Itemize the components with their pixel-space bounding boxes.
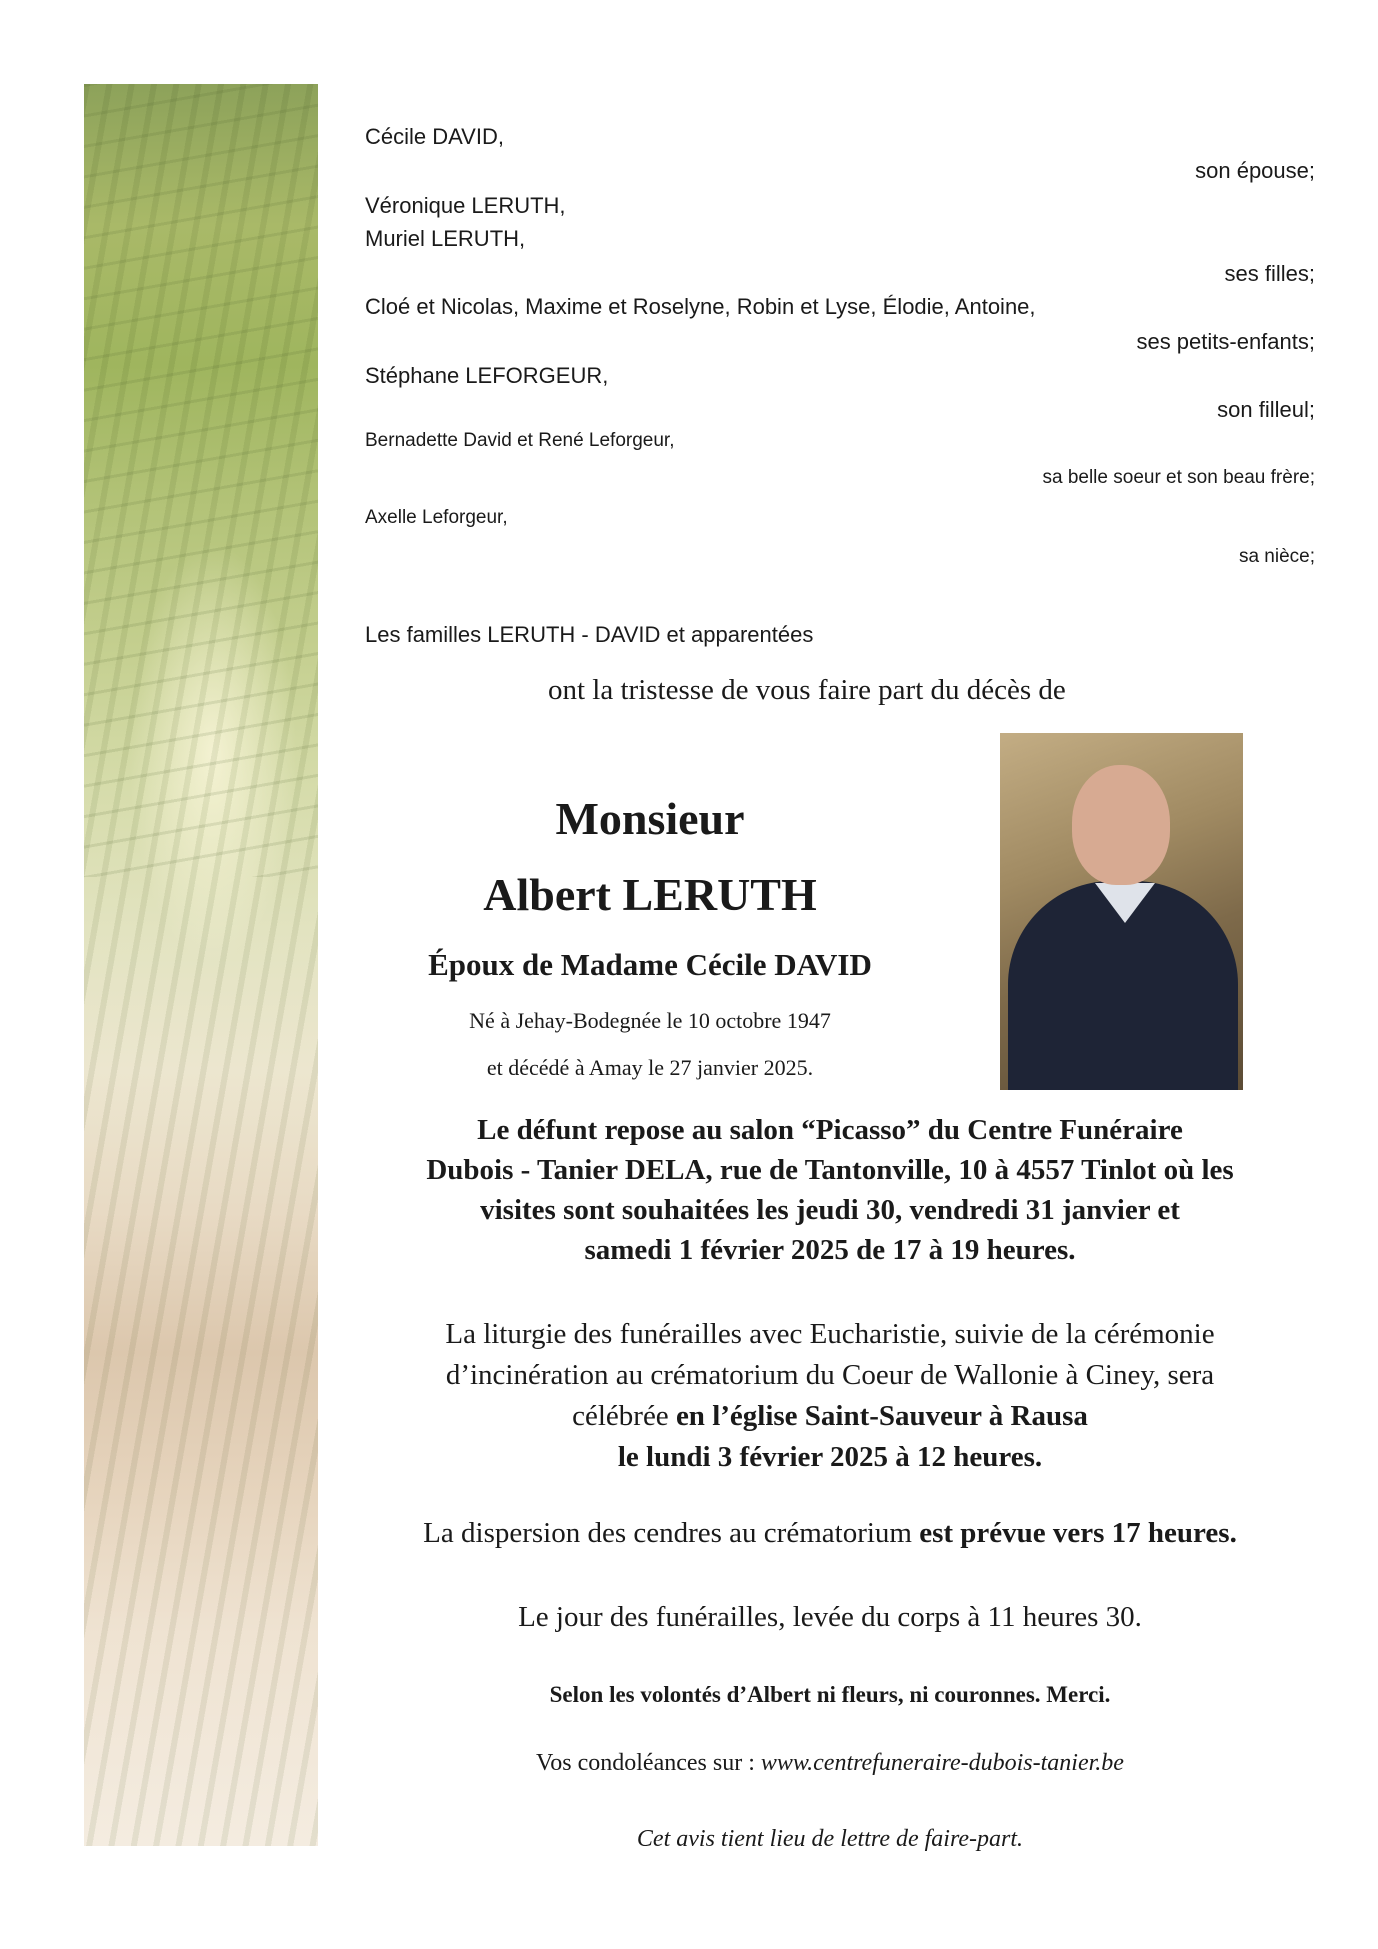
levee-line: Le jour des funérailles, levée du corps à 11 heures 30.: [518, 1601, 1142, 1633]
liturgy-line: La liturgie des funérailles avec Eucharistie, suivie de la cérémonie: [445, 1318, 1215, 1350]
deceased-title: Monsieur: [555, 793, 745, 844]
family-role: ses petits-enfants;: [1136, 329, 1315, 354]
family-role: sa nièce;: [1238, 546, 1315, 567]
visits-line: Dubois - Tanier DELA, rue de Tantonville, 10 à 4557 Tinlot où les: [426, 1154, 1234, 1186]
forest-path-image: [84, 84, 318, 1846]
spouse-line: Époux de Madame Cécile DAVID: [428, 947, 872, 982]
notice-line: Cet avis tient lieu de lettre de faire-part.: [636, 1826, 1024, 1852]
death-line: et décédé à Amay le 27 janvier 2025.: [486, 1055, 814, 1080]
birth-line: Né à Jehay-Bodegnée le 10 octobre 1947: [469, 1008, 831, 1033]
visits-line: visites sont souhaitées les jeudi 30, vendredi 31 janvier et: [480, 1194, 1180, 1226]
visits-block: [330, 1110, 1330, 1270]
family-line: Stéphane LEFORGEUR,: [365, 363, 609, 388]
family-line: Véronique LERUTH,: [365, 193, 566, 218]
announcement: ont la tristesse de vous faire part du décès de: [548, 674, 1066, 706]
family-role: sa belle soeur et son beau frère;: [1042, 467, 1315, 488]
family-role: ses filles;: [1224, 261, 1315, 286]
deceased-name: Albert LERUTH: [483, 869, 817, 920]
liturgy-line: [330, 1396, 1330, 1437]
family-line: Bernadette David et René Leforgeur,: [365, 430, 675, 451]
condolences-prefix: Vos condoléances sur :: [536, 1750, 755, 1776]
family-line: Muriel LERUTH,: [365, 226, 526, 251]
condolences-url: www.centrefuneraire-dubois-tanier.be: [760, 1750, 1124, 1776]
portrait-photo: [1000, 733, 1243, 1090]
liturgy-block: [330, 1314, 1330, 1478]
wishes-line: Selon les volontés d’Albert ni fleurs, ni couronnes. Merci.: [549, 1682, 1111, 1707]
church-name: en l’église Saint-Sauveur à Rausa: [675, 1400, 1088, 1432]
dispersion-prefix: La dispersion des cendres au crématorium: [423, 1517, 912, 1549]
visits-line: Le défunt repose au salon “Picasso” du Centre Funéraire: [477, 1114, 1183, 1146]
family-role: son épouse;: [1195, 158, 1315, 183]
liturgy-date: le lundi 3 février 2025 à 12 heures.: [617, 1441, 1043, 1473]
liturgy-prefix: célébrée: [572, 1400, 669, 1432]
dispersion-line: [330, 1517, 1330, 1550]
family-line: Cloé et Nicolas, Maxime et Roselyne, Robin et Lyse, Élodie, Antoine,: [365, 294, 1036, 319]
family-line: Axelle Leforgeur,: [365, 507, 508, 528]
family-role: son filleul;: [1217, 397, 1315, 422]
condolences-line: [330, 1750, 1330, 1777]
visits-line: samedi 1 février 2025 de 17 à 19 heures.: [584, 1234, 1076, 1266]
family-line: Cécile DAVID,: [365, 124, 504, 149]
family-line: Les familles LERUTH - DAVID et apparentées: [365, 622, 814, 647]
liturgy-line: d’incinération au crématorium du Coeur de Wallonie à Ciney, sera: [445, 1359, 1215, 1391]
dispersion-time: est prévue vers 17 heures.: [919, 1517, 1237, 1549]
